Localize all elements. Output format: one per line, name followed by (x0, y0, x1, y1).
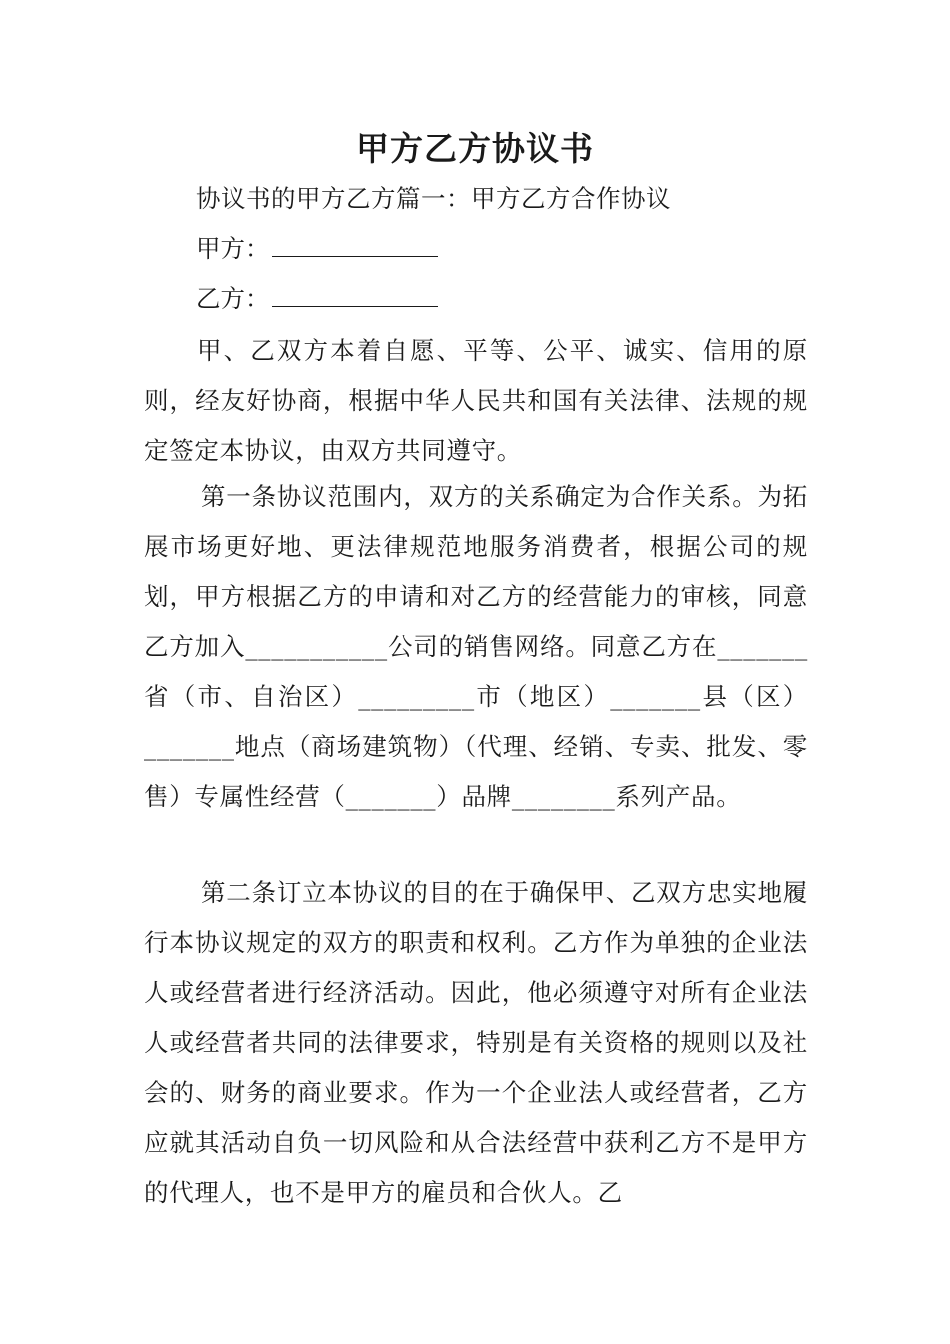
paragraph-article-2: 第二条订立本协议的目的在于确保甲、乙双方忠实地履行本协议规定的双方的职责和权利。乙方作为单独的企业法人或经营者进行经济活动。因此，他必须遵守对所有企业法人或经营者共同的法律要求，特别是有关资格的规则以及社会的、财务的商业要求。作为一个企业法人或经营者，乙方应就其活动自负一切风险和从合法经营中获利乙方不是甲方的代理人，也不是甲方的雇员和合伙人。乙 (144, 878, 808, 1207)
party-b-label: 乙方： (196, 284, 270, 313)
paragraph-preamble: 甲、乙双方本着自愿、平等、公平、诚实、信用的原则，经友好协商，根据中华人民共和国有关法律、法规的规定签定本协议，由双方共同遵守。 (144, 336, 808, 465)
paragraph-article-1: 第一条协议范围内，双方的关系确定为合作关系。为拓展市场更好地、更法律规范地服务消费者，根据公司的规划，甲方根据乙方的申请和对乙方的经营能力的审核，同意乙方加入___________公司的销售网络。同意乙方在_______省（市、自治区）_________市（地区）_______县（区）_______地点（商场建筑物）（代理、经销、专卖、批发、零售）专属性经营（_______）品牌________系列产品。 (144, 482, 808, 811)
party-b-line (196, 282, 438, 316)
party-a-line (196, 232, 438, 266)
party-a-blank (272, 234, 438, 257)
party-b-blank (272, 284, 438, 307)
document-subtitle: 协议书的甲方乙方篇一：甲方乙方合作协议 (196, 184, 671, 213)
document-title: 甲方乙方协议书 (356, 129, 594, 168)
party-a-label: 甲方： (196, 234, 270, 263)
